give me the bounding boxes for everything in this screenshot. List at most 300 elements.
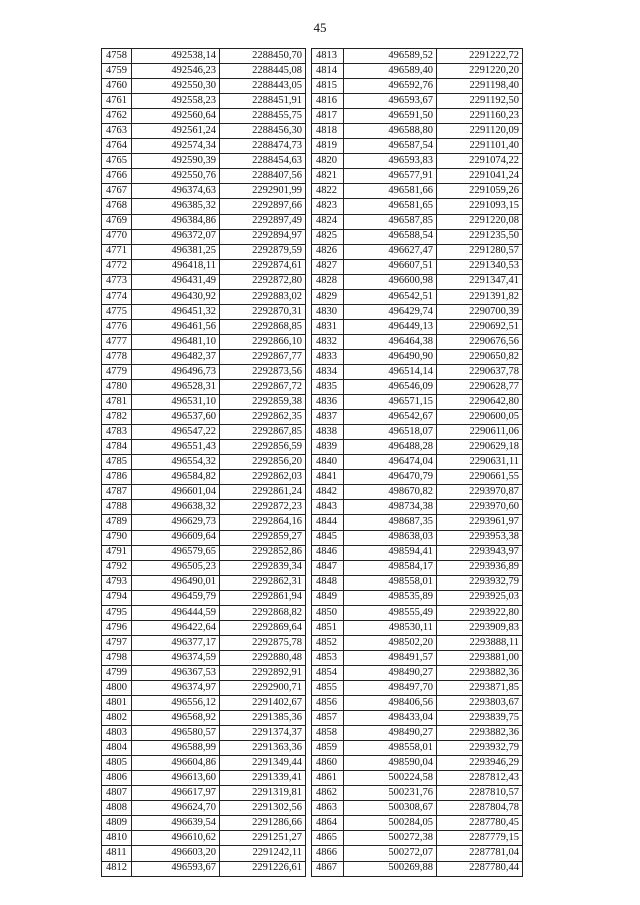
x-coordinate-cell: 496592,76 (344, 79, 437, 94)
y-coordinate-cell: 2292867,72 (220, 380, 306, 395)
table-row (102, 726, 306, 741)
x-coordinate-cell: 496571,15 (344, 395, 437, 410)
y-coordinate-cell: 2293882,36 (437, 665, 523, 680)
point-number-cell: 4834 (312, 364, 344, 379)
point-number-cell: 4798 (102, 650, 132, 665)
y-coordinate-cell: 2291160,23 (437, 109, 523, 124)
table-row (312, 455, 523, 470)
table-row (312, 530, 523, 545)
point-number-cell: 4838 (312, 425, 344, 440)
point-number-cell: 4819 (312, 139, 344, 154)
y-coordinate-cell: 2290631,11 (437, 455, 523, 470)
table-row (312, 741, 523, 756)
point-number-cell: 4841 (312, 470, 344, 485)
x-coordinate-cell: 496459,79 (132, 590, 220, 605)
table-row (312, 109, 523, 124)
point-number-cell: 4807 (102, 786, 132, 801)
point-number-cell: 4827 (312, 259, 344, 274)
y-coordinate-cell: 2290629,18 (437, 440, 523, 455)
table-row (312, 635, 523, 650)
table-row (312, 395, 523, 410)
y-coordinate-cell: 2292867,77 (220, 349, 306, 364)
x-coordinate-cell: 496554,32 (132, 455, 220, 470)
table-row (102, 304, 306, 319)
point-number-cell: 4782 (102, 410, 132, 425)
y-coordinate-cell: 2291220,20 (437, 64, 523, 79)
point-number-cell: 4829 (312, 289, 344, 304)
y-coordinate-cell: 2291242,11 (220, 846, 306, 861)
point-number-cell: 4832 (312, 334, 344, 349)
table-row (102, 124, 306, 139)
page-number: 45 (313, 20, 327, 35)
x-coordinate-cell: 498558,01 (344, 741, 437, 756)
x-coordinate-cell: 498734,38 (344, 500, 437, 515)
point-number-cell: 4864 (312, 816, 344, 831)
y-coordinate-cell: 2293943,97 (437, 545, 523, 560)
y-coordinate-cell: 2292859,27 (220, 530, 306, 545)
table-row (102, 289, 306, 304)
y-coordinate-cell: 2291391,82 (437, 289, 523, 304)
point-number-cell: 4799 (102, 665, 132, 680)
y-coordinate-cell: 2291286,66 (220, 816, 306, 831)
x-coordinate-cell: 498555,49 (344, 605, 437, 620)
x-coordinate-cell: 498590,04 (344, 756, 437, 771)
point-number-cell: 4796 (102, 620, 132, 635)
x-coordinate-cell: 498502,20 (344, 635, 437, 650)
x-coordinate-cell: 496537,60 (132, 410, 220, 425)
x-coordinate-cell: 496609,64 (132, 530, 220, 545)
point-number-cell: 4760 (102, 79, 132, 94)
y-coordinate-cell: 2288445,08 (220, 64, 306, 79)
y-coordinate-cell: 2292864,16 (220, 515, 306, 530)
x-coordinate-cell: 500272,07 (344, 846, 437, 861)
y-coordinate-cell: 2292862,03 (220, 470, 306, 485)
y-coordinate-cell: 2291402,67 (220, 696, 306, 711)
table-row (102, 184, 306, 199)
x-coordinate-cell: 496584,82 (132, 470, 220, 485)
table-row (312, 575, 523, 590)
table-row (102, 169, 306, 184)
point-number-cell: 4787 (102, 485, 132, 500)
point-number-cell: 4783 (102, 425, 132, 440)
point-number-cell: 4803 (102, 726, 132, 741)
point-number-cell: 4855 (312, 680, 344, 695)
table-row (312, 801, 523, 816)
x-coordinate-cell: 496496,73 (132, 364, 220, 379)
table-row (102, 816, 306, 831)
table-row (102, 49, 306, 64)
table-row (312, 274, 523, 289)
y-coordinate-cell: 2287812,43 (437, 771, 523, 786)
x-coordinate-cell: 492558,23 (132, 94, 220, 109)
point-number-cell: 4858 (312, 726, 344, 741)
x-coordinate-cell: 496589,40 (344, 64, 437, 79)
point-number-cell: 4833 (312, 349, 344, 364)
coordinates-table-right (311, 48, 523, 877)
x-coordinate-cell: 498433,04 (344, 711, 437, 726)
table-row (312, 831, 523, 846)
x-coordinate-cell: 492550,76 (132, 169, 220, 184)
x-coordinate-cell: 496367,53 (132, 665, 220, 680)
y-coordinate-cell: 2290692,51 (437, 319, 523, 334)
point-number-cell: 4776 (102, 319, 132, 334)
table-row (102, 530, 306, 545)
y-coordinate-cell: 2292872,23 (220, 500, 306, 515)
x-coordinate-cell: 496551,43 (132, 440, 220, 455)
table-row (312, 425, 523, 440)
y-coordinate-cell: 2292856,59 (220, 440, 306, 455)
point-number-cell: 4866 (312, 846, 344, 861)
x-coordinate-cell: 496381,25 (132, 244, 220, 259)
table-row (102, 259, 306, 274)
table-row (102, 590, 306, 605)
point-number-cell: 4857 (312, 711, 344, 726)
table-row (312, 199, 523, 214)
y-coordinate-cell: 2288450,70 (220, 49, 306, 64)
y-coordinate-cell: 2292861,94 (220, 590, 306, 605)
point-number-cell: 4839 (312, 440, 344, 455)
point-number-cell: 4822 (312, 184, 344, 199)
y-coordinate-cell: 2293888,11 (437, 635, 523, 650)
y-coordinate-cell: 2292880,48 (220, 650, 306, 665)
x-coordinate-cell: 500269,88 (344, 861, 437, 876)
point-number-cell: 4793 (102, 575, 132, 590)
x-coordinate-cell: 496384,86 (132, 214, 220, 229)
table-row (102, 244, 306, 259)
y-coordinate-cell: 2290637,78 (437, 364, 523, 379)
y-coordinate-cell: 2292868,85 (220, 319, 306, 334)
x-coordinate-cell: 496593,67 (132, 861, 220, 876)
y-coordinate-cell: 2293881,00 (437, 650, 523, 665)
y-coordinate-cell: 2293839,75 (437, 711, 523, 726)
x-coordinate-cell: 498491,57 (344, 650, 437, 665)
x-coordinate-cell: 496568,92 (132, 711, 220, 726)
table-row (102, 500, 306, 515)
y-coordinate-cell: 2287804,78 (437, 801, 523, 816)
table-row (102, 274, 306, 289)
point-number-cell: 4779 (102, 364, 132, 379)
x-coordinate-cell: 496577,91 (344, 169, 437, 184)
point-number-cell: 4767 (102, 184, 132, 199)
y-coordinate-cell: 2292892,91 (220, 665, 306, 680)
table-row (312, 500, 523, 515)
x-coordinate-cell: 496474,04 (344, 455, 437, 470)
point-number-cell: 4810 (102, 831, 132, 846)
y-coordinate-cell: 2293932,79 (437, 741, 523, 756)
table-row (312, 605, 523, 620)
point-number-cell: 4770 (102, 229, 132, 244)
x-coordinate-cell: 496531,10 (132, 395, 220, 410)
x-coordinate-cell: 496589,52 (344, 49, 437, 64)
x-coordinate-cell: 496593,67 (344, 94, 437, 109)
table-row (102, 470, 306, 485)
point-number-cell: 4769 (102, 214, 132, 229)
x-coordinate-cell: 498638,03 (344, 530, 437, 545)
y-coordinate-cell: 2291340,53 (437, 259, 523, 274)
x-coordinate-cell: 496372,07 (132, 229, 220, 244)
point-number-cell: 4801 (102, 696, 132, 711)
table-row (102, 334, 306, 349)
table-row (102, 364, 306, 379)
y-coordinate-cell: 2290600,05 (437, 410, 523, 425)
x-coordinate-cell: 492590,39 (132, 154, 220, 169)
y-coordinate-cell: 2293909,83 (437, 620, 523, 635)
table-row (102, 515, 306, 530)
table-row (102, 319, 306, 334)
x-coordinate-cell: 496593,83 (344, 154, 437, 169)
table-row (312, 771, 523, 786)
x-coordinate-cell: 498594,41 (344, 545, 437, 560)
x-coordinate-cell: 496556,12 (132, 696, 220, 711)
y-coordinate-cell: 2291101,40 (437, 139, 523, 154)
table-row (102, 395, 306, 410)
y-coordinate-cell: 2292897,66 (220, 199, 306, 214)
point-number-cell: 4758 (102, 49, 132, 64)
point-number-cell: 4792 (102, 560, 132, 575)
y-coordinate-cell: 2290650,82 (437, 349, 523, 364)
y-coordinate-cell: 2293970,60 (437, 500, 523, 515)
y-coordinate-cell: 2291251,27 (220, 831, 306, 846)
x-coordinate-cell: 492546,23 (132, 64, 220, 79)
y-coordinate-cell: 2291074,22 (437, 154, 523, 169)
x-coordinate-cell: 496542,51 (344, 289, 437, 304)
point-number-cell: 4840 (312, 455, 344, 470)
y-coordinate-cell: 2292901,99 (220, 184, 306, 199)
point-number-cell: 4843 (312, 500, 344, 515)
table-row (102, 94, 306, 109)
y-coordinate-cell: 2293922,80 (437, 605, 523, 620)
point-number-cell: 4814 (312, 64, 344, 79)
y-coordinate-cell: 2292894,97 (220, 229, 306, 244)
y-coordinate-cell: 2288474,73 (220, 139, 306, 154)
x-coordinate-cell: 496613,60 (132, 771, 220, 786)
x-coordinate-cell: 496587,54 (344, 139, 437, 154)
table-row (102, 455, 306, 470)
table-row (312, 259, 523, 274)
x-coordinate-cell: 496610,62 (132, 831, 220, 846)
x-coordinate-cell: 496600,98 (344, 274, 437, 289)
point-number-cell: 4825 (312, 229, 344, 244)
y-coordinate-cell: 2293970,87 (437, 485, 523, 500)
y-coordinate-cell: 2291220,08 (437, 214, 523, 229)
x-coordinate-cell: 496422,64 (132, 620, 220, 635)
point-number-cell: 4790 (102, 530, 132, 545)
table-row (312, 289, 523, 304)
table-row (102, 154, 306, 169)
point-number-cell: 4854 (312, 665, 344, 680)
table-row (102, 79, 306, 94)
y-coordinate-cell: 2287779,15 (437, 831, 523, 846)
x-coordinate-cell: 496581,65 (344, 199, 437, 214)
x-coordinate-cell: 496542,67 (344, 410, 437, 425)
point-number-cell: 4848 (312, 575, 344, 590)
x-coordinate-cell: 496385,32 (132, 199, 220, 214)
x-coordinate-cell: 496464,38 (344, 334, 437, 349)
y-coordinate-cell: 2292869,64 (220, 620, 306, 635)
point-number-cell: 4797 (102, 635, 132, 650)
point-number-cell: 4791 (102, 545, 132, 560)
table-row (312, 169, 523, 184)
x-coordinate-cell: 496579,65 (132, 545, 220, 560)
point-number-cell: 4817 (312, 109, 344, 124)
y-coordinate-cell: 2292872,80 (220, 274, 306, 289)
point-number-cell: 4777 (102, 334, 132, 349)
y-coordinate-cell: 2291059,26 (437, 184, 523, 199)
point-number-cell: 4762 (102, 109, 132, 124)
y-coordinate-cell: 2292897,49 (220, 214, 306, 229)
table-row (102, 440, 306, 455)
y-coordinate-cell: 2292866,10 (220, 334, 306, 349)
y-coordinate-cell: 2287780,45 (437, 816, 523, 831)
y-coordinate-cell: 2292870,31 (220, 304, 306, 319)
x-coordinate-cell: 496374,97 (132, 680, 220, 695)
point-number-cell: 4867 (312, 861, 344, 876)
y-coordinate-cell: 2288407,56 (220, 169, 306, 184)
point-number-cell: 4804 (102, 741, 132, 756)
x-coordinate-cell: 496607,51 (344, 259, 437, 274)
x-coordinate-cell: 496588,99 (132, 741, 220, 756)
y-coordinate-cell: 2290661,55 (437, 470, 523, 485)
x-coordinate-cell: 496581,66 (344, 184, 437, 199)
table-row (312, 846, 523, 861)
y-coordinate-cell: 2291226,61 (220, 861, 306, 876)
table-row (102, 741, 306, 756)
y-coordinate-cell: 2291280,57 (437, 244, 523, 259)
x-coordinate-cell: 498558,01 (344, 575, 437, 590)
x-coordinate-cell: 496604,86 (132, 756, 220, 771)
table-row (312, 244, 523, 259)
point-number-cell: 4852 (312, 635, 344, 650)
y-coordinate-cell: 2290628,77 (437, 380, 523, 395)
y-coordinate-cell: 2291120,09 (437, 124, 523, 139)
table-row (312, 64, 523, 79)
y-coordinate-cell: 2292868,82 (220, 605, 306, 620)
point-number-cell: 4813 (312, 49, 344, 64)
point-number-cell: 4771 (102, 244, 132, 259)
point-number-cell: 4765 (102, 154, 132, 169)
table-row (102, 635, 306, 650)
x-coordinate-cell: 492538,14 (132, 49, 220, 64)
point-number-cell: 4856 (312, 696, 344, 711)
point-number-cell: 4845 (312, 530, 344, 545)
table-row (312, 665, 523, 680)
point-number-cell: 4836 (312, 395, 344, 410)
table-row (312, 726, 523, 741)
point-number-cell: 4861 (312, 771, 344, 786)
y-coordinate-cell: 2292852,86 (220, 545, 306, 560)
x-coordinate-cell: 496461,56 (132, 319, 220, 334)
point-number-cell: 4815 (312, 79, 344, 94)
x-coordinate-cell: 496444,59 (132, 605, 220, 620)
point-number-cell: 4784 (102, 440, 132, 455)
table-row (312, 380, 523, 395)
y-coordinate-cell: 2291347,41 (437, 274, 523, 289)
point-number-cell: 4764 (102, 139, 132, 154)
point-number-cell: 4862 (312, 786, 344, 801)
table-row (102, 64, 306, 79)
table-row (102, 786, 306, 801)
table-row (312, 485, 523, 500)
x-coordinate-cell: 496603,20 (132, 846, 220, 861)
table-row (102, 425, 306, 440)
table-row (102, 199, 306, 214)
y-coordinate-cell: 2292859,38 (220, 395, 306, 410)
x-coordinate-cell: 496528,31 (132, 380, 220, 395)
y-coordinate-cell: 2292862,31 (220, 575, 306, 590)
point-number-cell: 4824 (312, 214, 344, 229)
y-coordinate-cell: 2291302,56 (220, 801, 306, 816)
table-row (312, 154, 523, 169)
point-number-cell: 4780 (102, 380, 132, 395)
point-number-cell: 4831 (312, 319, 344, 334)
x-coordinate-cell: 492560,64 (132, 109, 220, 124)
x-coordinate-cell: 496629,73 (132, 515, 220, 530)
x-coordinate-cell: 496429,74 (344, 304, 437, 319)
point-number-cell: 4835 (312, 380, 344, 395)
x-coordinate-cell: 496451,32 (132, 304, 220, 319)
x-coordinate-cell: 498406,56 (344, 696, 437, 711)
x-coordinate-cell: 500224,58 (344, 771, 437, 786)
point-number-cell: 4820 (312, 154, 344, 169)
y-coordinate-cell: 2293953,38 (437, 530, 523, 545)
table-row (102, 109, 306, 124)
point-number-cell: 4844 (312, 515, 344, 530)
point-number-cell: 4865 (312, 831, 344, 846)
x-coordinate-cell: 498535,89 (344, 590, 437, 605)
table-row (102, 605, 306, 620)
point-number-cell: 4851 (312, 620, 344, 635)
point-number-cell: 4800 (102, 680, 132, 695)
point-number-cell: 4805 (102, 756, 132, 771)
x-coordinate-cell: 498497,70 (344, 680, 437, 695)
y-coordinate-cell: 2292867,85 (220, 425, 306, 440)
x-coordinate-cell: 498687,35 (344, 515, 437, 530)
point-number-cell: 4768 (102, 199, 132, 214)
table-row (102, 545, 306, 560)
y-coordinate-cell: 2288451,91 (220, 94, 306, 109)
table-row (312, 711, 523, 726)
point-number-cell: 4837 (312, 410, 344, 425)
point-number-cell: 4802 (102, 711, 132, 726)
point-number-cell: 4811 (102, 846, 132, 861)
table-row (102, 229, 306, 244)
y-coordinate-cell: 2291198,40 (437, 79, 523, 94)
point-number-cell: 4809 (102, 816, 132, 831)
table-row (312, 756, 523, 771)
table-row (102, 696, 306, 711)
table-row (102, 846, 306, 861)
x-coordinate-cell: 498490,27 (344, 665, 437, 680)
table-row (312, 560, 523, 575)
y-coordinate-cell: 2293936,89 (437, 560, 523, 575)
x-coordinate-cell: 496430,92 (132, 289, 220, 304)
x-coordinate-cell: 496588,80 (344, 124, 437, 139)
y-coordinate-cell: 2291093,15 (437, 199, 523, 214)
point-number-cell: 4863 (312, 801, 344, 816)
table-row (102, 575, 306, 590)
point-number-cell: 4821 (312, 169, 344, 184)
point-number-cell: 4826 (312, 244, 344, 259)
x-coordinate-cell: 496588,54 (344, 229, 437, 244)
y-coordinate-cell: 2290676,56 (437, 334, 523, 349)
point-number-cell: 4773 (102, 274, 132, 289)
x-coordinate-cell: 496591,50 (344, 109, 437, 124)
table-row (312, 184, 523, 199)
point-number-cell: 4794 (102, 590, 132, 605)
x-coordinate-cell: 500308,67 (344, 801, 437, 816)
point-number-cell: 4859 (312, 741, 344, 756)
y-coordinate-cell: 2287781,04 (437, 846, 523, 861)
